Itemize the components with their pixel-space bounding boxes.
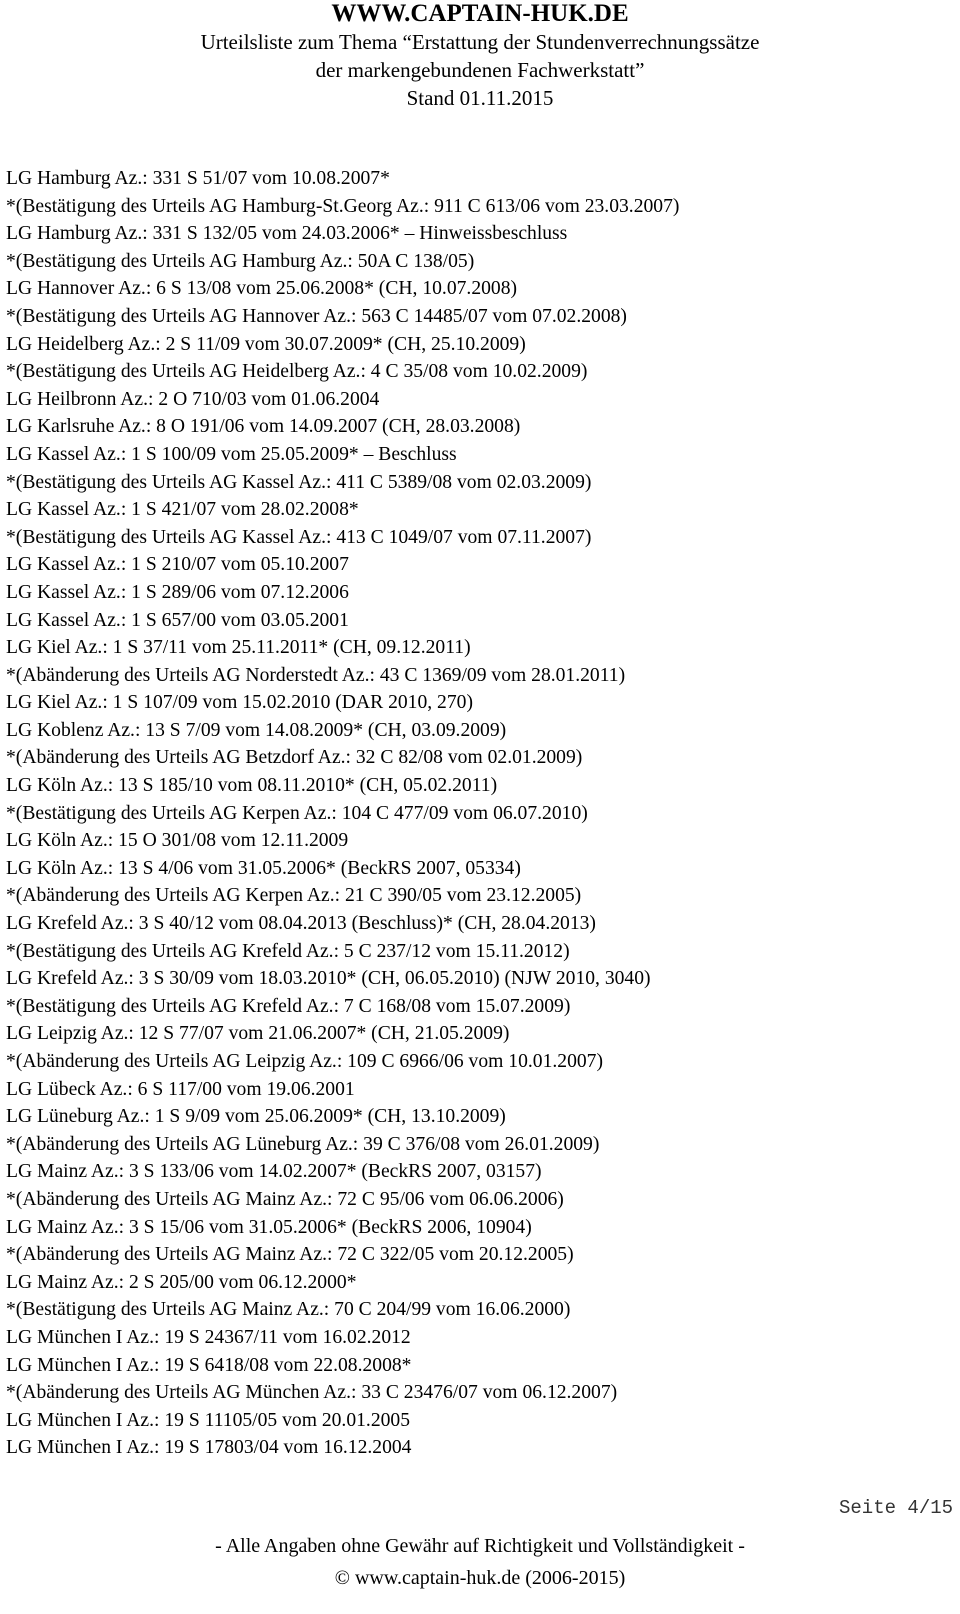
list-item: *(Bestätigung des Urteils AG Kassel Az.: 411 C 5389/08 vom 02.03.2009) xyxy=(6,471,592,493)
list-item: LG Kiel Az.: 1 S 37/11 vom 25.11.2011* (CH, 09.12.2011) xyxy=(6,637,471,659)
list-item: *(Bestätigung des Urteils AG Mainz Az.: 70 C 204/99 vom 16.06.2000) xyxy=(6,1299,571,1321)
list-item: LG Lüneburg Az.: 1 S 9/09 vom 25.06.2009* (CH, 13.10.2009) xyxy=(6,1106,506,1128)
list-item: *(Abänderung des Urteils AG Leipzig Az.: 109 C 6966/06 vom 10.01.2007) xyxy=(6,1051,603,1072)
list-item: *(Abänderung des Urteils AG Mainz Az.: 72 C 322/05 vom 20.12.2005) xyxy=(6,1244,574,1266)
list-item: LG Kassel Az.: 1 S 421/07 vom 28.02.2008* xyxy=(6,499,359,521)
list-item: *(Bestätigung des Urteils AG Heidelberg Az.: 4 C 35/08 vom 10.02.2009) xyxy=(6,361,588,383)
list-item: LG München I Az.: 19 S 6418/08 vom 22.08.2008* xyxy=(6,1354,412,1376)
list-item: LG Leipzig Az.: 12 S 77/07 vom 21.06.2007* (CH, 21.05.2009) xyxy=(6,1023,510,1045)
list-item: LG Mainz Az.: 2 S 205/00 vom 06.12.2000* xyxy=(6,1271,357,1293)
list-item: LG Kassel Az.: 1 S 657/00 vom 03.05.2001 xyxy=(6,609,349,631)
list-item: *(Bestätigung des Urteils AG Kerpen Az.: 104 C 477/09 vom 06.07.2010) xyxy=(6,802,588,824)
list-item: LG München I Az.: 19 S 24367/11 vom 16.02.2012 xyxy=(6,1326,411,1348)
list-title-line-1: Urteilsliste zum Thema “Erstattung der Stundenverrechnungssätze xyxy=(200,30,760,54)
judgment-list xyxy=(6,165,946,1462)
list-item: *(Bestätigung des Urteils AG Hannover Az.: 563 C 14485/07 vom 07.02.2008) xyxy=(6,305,627,327)
list-item: LG München I Az.: 19 S 11105/05 vom 20.01.2005 xyxy=(6,1409,411,1431)
list-item: LG München I Az.: 19 S 17803/04 vom 16.12.2004 xyxy=(6,1437,412,1459)
list-item: LG Karlsruhe Az.: 8 O 191/06 vom 14.09.2007 (CH, 28.03.2008) xyxy=(6,416,521,438)
list-item: *(Bestätigung des Urteils AG Krefeld Az.: 5 C 237/12 vom 15.11.2012) xyxy=(6,940,570,962)
page-number: Seite 4/15 xyxy=(839,1497,954,1519)
list-item: LG Kiel Az.: 1 S 107/09 vom 15.02.2010 (DAR 2010, 270) xyxy=(6,692,473,714)
list-title-line-2: der markengebundenen Fachwerkstatt” xyxy=(315,58,645,82)
date-line: Stand 01.11.2015 xyxy=(406,86,554,110)
disclaimer: - Alle Angaben ohne Gewähr auf Richtigkeit und Vollständigkeit - xyxy=(215,1535,745,1557)
list-item: LG Kassel Az.: 1 S 289/06 vom 07.12.2006 xyxy=(6,581,349,603)
list-item: LG Heidelberg Az.: 2 S 11/09 vom 30.07.2009* (CH, 25.10.2009) xyxy=(6,333,526,355)
list-item: LG Köln Az.: 13 S 185/10 vom 08.11.2010* (CH, 05.02.2011) xyxy=(6,775,498,797)
list-item: *(Abänderung des Urteils AG Norderstedt Az.: 43 C 1369/09 vom 28.01.2011) xyxy=(6,664,626,686)
list-item: *(Bestätigung des Urteils AG Hamburg Az.: 50A C 138/05) xyxy=(6,250,475,272)
list-item: *(Bestätigung des Urteils AG Kassel Az.: 413 C 1049/07 vom 07.11.2007) xyxy=(6,526,592,548)
list-item: LG Köln Az.: 15 O 301/08 vom 12.11.2009 xyxy=(6,830,349,852)
list-item: LG Mainz Az.: 3 S 15/06 vom 31.05.2006* (BeckRS 2006, 10904) xyxy=(6,1216,532,1238)
list-item: *(Abänderung des Urteils AG Kerpen Az.: 21 C 390/05 vom 23.12.2005) xyxy=(6,885,582,907)
list-item: *(Abänderung des Urteils AG München Az.: 33 C 23476/07 vom 06.12.2007) xyxy=(6,1382,618,1404)
list-item: LG Heilbronn Az.: 2 O 710/03 vom 01.06.2004 xyxy=(6,388,380,410)
list-item: LG Hamburg Az.: 331 S 132/05 vom 24.03.2006* – Hinweissbeschluss xyxy=(6,223,568,245)
copyright-icon: © xyxy=(334,1567,350,1589)
list-item: LG Lübeck Az.: 6 S 117/00 vom 19.06.2001 xyxy=(6,1078,355,1100)
page-header xyxy=(0,0,960,112)
list-item: LG Kassel Az.: 1 S 210/07 vom 05.10.2007 xyxy=(6,554,349,576)
list-item: LG Köln Az.: 13 S 4/06 vom 31.05.2006* (BeckRS 2007, 05334) xyxy=(6,857,521,879)
list-item: LG Hannover Az.: 6 S 13/08 vom 25.06.2008* (CH, 10.07.2008) xyxy=(6,278,518,300)
list-item: LG Kassel Az.: 1 S 100/09 vom 25.05.2009* – Beschluss xyxy=(6,443,457,465)
list-item: LG Hamburg Az.: 331 S 51/07 vom 10.08.2007* xyxy=(6,168,390,189)
list-item: *(Abänderung des Urteils AG Mainz Az.: 72 C 95/06 vom 06.06.2006) xyxy=(6,1188,564,1210)
list-item: LG Krefeld Az.: 3 S 30/09 vom 18.03.2010* (CH, 06.05.2010) (NJW 2010, 3040) xyxy=(6,968,651,990)
site-title: WWW.CAPTAIN-HUK.DE xyxy=(331,0,629,27)
list-item: *(Abänderung des Urteils AG Betzdorf Az.: 32 C 82/08 vom 02.01.2009) xyxy=(6,747,583,769)
list-item: LG Krefeld Az.: 3 S 40/12 vom 08.04.2013 (Beschluss)* (CH, 28.04.2013) xyxy=(6,913,596,935)
copyright-text: www.captain-huk.de (2006-2015) xyxy=(354,1567,626,1589)
list-item: *(Bestätigung des Urteils AG Hamburg-St.Georg Az.: 911 C 613/06 vom 23.03.2007) xyxy=(6,195,680,217)
list-item: *(Abänderung des Urteils AG Lüneburg Az.: 39 C 376/08 vom 26.01.2009) xyxy=(6,1133,600,1155)
list-item: LG Koblenz Az.: 13 S 7/09 vom 14.08.2009* (CH, 03.09.2009) xyxy=(6,719,507,741)
list-item: *(Bestätigung des Urteils AG Krefeld Az.: 7 C 168/08 vom 15.07.2009) xyxy=(6,995,571,1017)
list-item: LG Mainz Az.: 3 S 133/06 vom 14.02.2007* (BeckRS 2007, 03157) xyxy=(6,1161,542,1183)
copyright-line xyxy=(0,1565,960,1591)
